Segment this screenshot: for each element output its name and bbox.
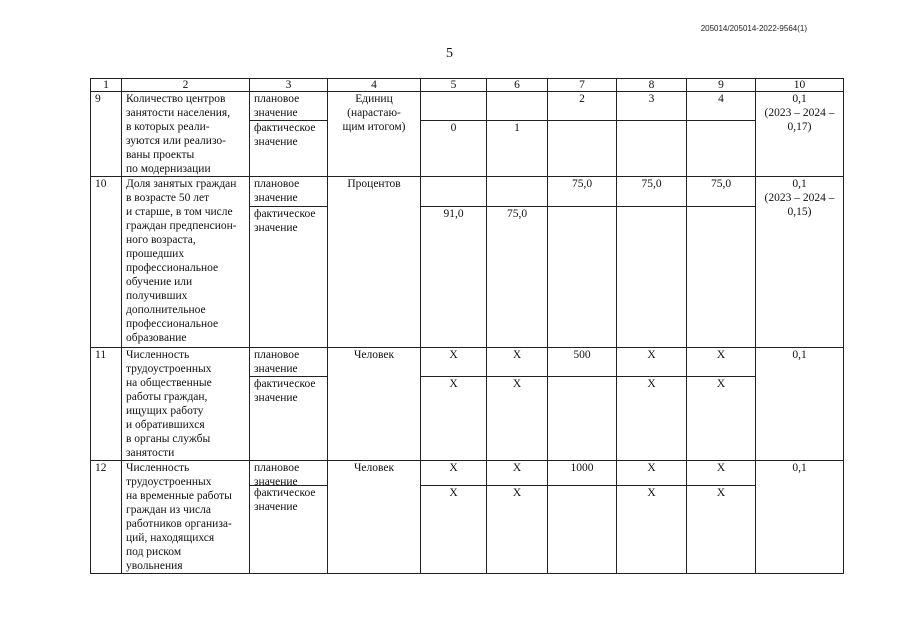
plan-label	[250, 461, 327, 486]
indicator-line: профессиональное	[126, 318, 219, 330]
target-line: 0,17)	[787, 121, 812, 133]
plan-value: 75,0	[548, 177, 616, 207]
column-header: 3	[250, 79, 328, 92]
year-value-cell	[548, 348, 617, 461]
indicator-line: ций, находящихся	[126, 532, 215, 544]
column-header: 2	[122, 79, 250, 92]
unit-of-measure	[328, 92, 421, 177]
indicator-line: прошедших	[126, 248, 185, 260]
column-header: 10	[756, 79, 844, 92]
year-value-cell	[548, 461, 617, 574]
year-value-cell	[687, 348, 756, 461]
row-number: 11	[91, 348, 122, 461]
indicator-line: работников организа-	[126, 518, 232, 530]
plan-value: 75,0	[687, 177, 755, 207]
indicator-line: и обратившихся	[126, 419, 205, 431]
row-number: 9	[91, 92, 122, 177]
plan-value: 3	[617, 92, 686, 121]
fact-label	[250, 121, 327, 149]
indicator-name	[122, 348, 250, 461]
year-value-cell	[487, 348, 548, 461]
unit-line: (нарастаю-	[347, 107, 401, 119]
indicator-name	[122, 177, 250, 348]
year-value-cell	[548, 177, 617, 348]
target-value	[756, 461, 844, 574]
fact-label-line: значение	[254, 501, 298, 513]
indicator-line: под риском	[126, 546, 182, 558]
plan-label-line: значение	[254, 107, 298, 119]
indicator-line: Количество центров	[126, 93, 226, 105]
year-value-cell	[617, 92, 687, 177]
year-value-cell	[487, 92, 548, 177]
plan-value: X	[487, 348, 547, 377]
indicators-table	[90, 78, 844, 574]
unit-line: Единиц	[355, 93, 393, 105]
plan-label-line: плановое	[254, 93, 300, 105]
indicator-line: ваны проекты	[126, 149, 195, 161]
plan-value	[487, 92, 547, 121]
plan-label-line: значение	[254, 363, 298, 375]
fact-value: 0	[450, 122, 457, 134]
unit-line: щим итогом)	[342, 121, 406, 133]
year-value-cell	[687, 177, 756, 348]
unit-line: Человек	[353, 349, 395, 361]
target-line: 0,1	[792, 93, 807, 105]
plan-value: 4	[687, 92, 755, 121]
plan-value: X	[487, 461, 547, 486]
indicator-line: по модернизации	[126, 163, 211, 175]
indicator-line: Численность	[126, 349, 190, 361]
year-value-cell	[421, 348, 487, 461]
column-header: 8	[617, 79, 687, 92]
year-value-cell	[421, 461, 487, 574]
fact-value: X	[716, 487, 726, 499]
indicator-line: граждан из числа	[126, 504, 211, 516]
value-type	[250, 461, 328, 574]
plan-value	[421, 92, 486, 121]
year-value-cell	[548, 92, 617, 177]
plan-value: X	[617, 348, 686, 377]
fact-value: 1	[514, 122, 520, 134]
indicator-line: трудоустроенных	[126, 363, 212, 375]
indicator-line: ного возраста,	[126, 234, 196, 246]
plan-label-line: значение	[254, 192, 298, 204]
indicator-name	[122, 461, 250, 574]
fact-value: X	[512, 487, 522, 499]
fact-value: X	[449, 378, 458, 390]
fact-label-line: значение	[254, 222, 298, 234]
indicator-line: увольнения	[126, 560, 183, 572]
unit-of-measure	[328, 348, 421, 461]
indicator-name	[122, 92, 250, 177]
table-header-row	[91, 79, 844, 92]
indicator-line: ищущих работу	[126, 405, 204, 417]
fact-value: X	[512, 378, 522, 390]
year-value-cell	[617, 177, 687, 348]
fact-label	[250, 377, 327, 405]
fact-label-line: фактическое	[254, 487, 316, 499]
fact-value: X	[647, 378, 656, 390]
unit-of-measure	[328, 177, 421, 348]
column-header: 6	[487, 79, 548, 92]
plan-value: 500	[548, 348, 616, 377]
fact-value: X	[449, 487, 458, 499]
fact-value: X	[647, 487, 656, 499]
indicator-line: в которых реали-	[126, 121, 210, 133]
plan-label	[250, 92, 327, 121]
column-header: 7	[548, 79, 617, 92]
target-line: (2023 – 2024 –	[764, 192, 835, 204]
plan-label-line: плановое	[254, 178, 300, 190]
target-line: 0,1	[792, 349, 807, 361]
year-value-cell	[687, 92, 756, 177]
value-type	[250, 348, 328, 461]
indicator-line: трудоустроенных	[126, 476, 212, 488]
value-type	[250, 92, 328, 177]
year-value-cell	[421, 92, 487, 177]
plan-label	[250, 348, 327, 377]
plan-value: X	[687, 461, 755, 486]
unit-line: Человек	[353, 462, 395, 474]
indicator-line: профессиональное	[126, 262, 219, 274]
table-row	[91, 348, 844, 461]
indicator-line: Доля занятых граждан	[126, 178, 237, 190]
row-number: 10	[91, 177, 122, 348]
fact-label-line: фактическое	[254, 208, 316, 220]
plan-label-line: плановое	[254, 462, 300, 474]
column-header: 4	[328, 79, 421, 92]
target-value	[756, 348, 844, 461]
year-value-cell	[617, 348, 687, 461]
indicator-line: зуются или реализо-	[126, 135, 226, 147]
year-value-cell	[421, 177, 487, 348]
indicator-line: занятости населения,	[126, 107, 231, 119]
plan-value	[421, 177, 486, 207]
indicator-line: и старше, в том числе	[126, 206, 233, 218]
indicator-line: работы граждан,	[126, 391, 208, 403]
target-value	[756, 177, 844, 348]
indicator-line: получивших	[126, 290, 188, 302]
column-header: 9	[687, 79, 756, 92]
table-row	[91, 461, 844, 574]
plan-value: 1000	[548, 461, 616, 486]
year-value-cell	[617, 461, 687, 574]
column-header: 1	[91, 79, 122, 92]
value-type	[250, 177, 328, 348]
plan-value: X	[687, 348, 755, 377]
plan-value: 75,0	[617, 177, 686, 207]
plan-value: X	[617, 461, 686, 486]
plan-value: X	[421, 348, 486, 377]
target-line: 0,1	[792, 178, 807, 190]
plan-label	[250, 177, 327, 207]
year-value-cell	[487, 177, 548, 348]
fact-value: X	[716, 378, 726, 390]
plan-value	[487, 177, 547, 207]
year-value-cell	[487, 461, 548, 574]
indicator-line: граждан предпенсион-	[126, 220, 237, 232]
indicator-line: на временные работы	[126, 490, 232, 502]
plan-value: X	[421, 461, 486, 486]
plan-value: 2	[548, 92, 616, 121]
target-line: 0,1	[792, 462, 807, 474]
row-number: 12	[91, 461, 122, 574]
fact-label-line: фактическое	[254, 122, 316, 134]
fact-label-line: значение	[254, 136, 298, 148]
fact-label	[250, 207, 327, 235]
fact-label-line: фактическое	[254, 378, 316, 390]
target-line: (2023 – 2024 –	[764, 107, 835, 119]
indicator-line: на общественные	[126, 377, 212, 389]
table-row	[91, 92, 844, 177]
column-header: 5	[421, 79, 487, 92]
year-value-cell	[687, 461, 756, 574]
unit-line: Процентов	[347, 178, 401, 190]
plan-label-line: значение	[254, 476, 298, 488]
plan-label-line: плановое	[254, 349, 300, 361]
indicator-line: занятости	[126, 447, 175, 459]
table-row	[91, 177, 844, 348]
page-number: 5	[446, 46, 453, 61]
fact-label	[250, 486, 327, 514]
indicator-line: обучение или	[126, 276, 193, 288]
fact-label-line: значение	[254, 392, 298, 404]
fact-value: 75,0	[506, 208, 528, 220]
indicator-line: Численность	[126, 462, 190, 474]
target-value	[756, 92, 844, 177]
indicator-line: в органы службы	[126, 433, 211, 445]
indicator-line: дополнительное	[126, 304, 206, 316]
unit-of-measure	[328, 461, 421, 574]
fact-value: 91,0	[443, 208, 464, 220]
document-id: 205014/205014-2022-9564(1)	[700, 24, 807, 33]
target-line: 0,15)	[787, 206, 812, 218]
indicator-line: в возрасте 50 лет	[126, 192, 210, 204]
indicator-line: образование	[126, 332, 187, 344]
